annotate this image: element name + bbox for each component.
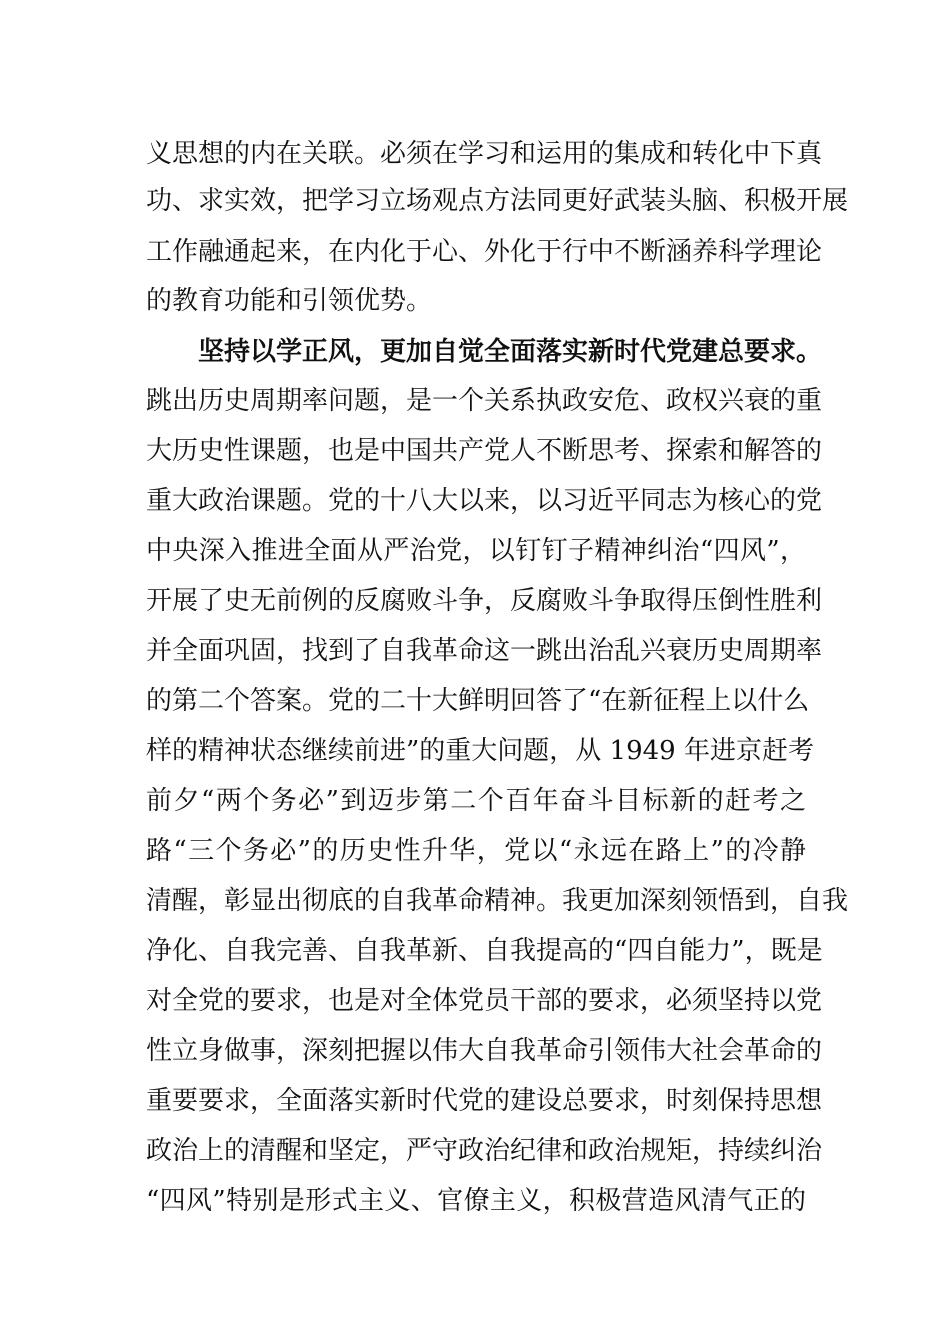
paragraph-2-line-16: 政治上的清醒和坚定，严守政治纪律和政治规矩，持续纠治 [146,1136,823,1166]
paragraph-2-line-17: “四风”特别是形式主义、官僚主义，积极营造风清气正的 [146,1186,806,1216]
paragraph-2-line-1: 跳出历史周期率问题，是一个关系执政安危、政权兴衰的重 [146,386,823,416]
paragraph-2-line-15: 重要要求，全面落实新时代党的建设总要求，时刻保持思想 [146,1086,823,1116]
section-heading: 坚持以学正风，更加自觉全面落实新时代党建总要求。 [198,337,823,367]
paragraph-2-line-5: 开展了史无前例的反腐败斗争，反腐败斗争取得压倒性胜利 [146,586,823,616]
paragraph-2-line-8: 样的精神状态继续前进”的重大问题，从 1949 年进京赶考 [146,736,814,766]
paragraph-1-line-4: 的教育功能和引领优势。 [146,286,433,316]
paragraph-2-line-7: 的第二个答案。党的二十大鲜明回答了“在新征程上以什么 [146,686,810,716]
paragraph-2-line-4: 中央深入推进全面从严治党，以钉钉子精神纠治“四风”， [146,536,806,566]
paragraph-1-line-2: 功、求实效，把学习立场观点方法同更好武装头脑、积极开展 [146,186,849,216]
paragraph-2-line-10: 路“三个务必”的历史性升华，党以“永远在路上”的冷静 [146,836,806,866]
paragraph-1-line-3: 工作融通起来，在内化于心、外化于行中不断涵养科学理论 [146,237,823,267]
paragraph-2-line-6: 并全面巩固，找到了自我革命这一跳出治乱兴衰历史周期率 [146,636,823,666]
paragraph-2-line-2: 大历史性课题，也是中国共产党人不断思考、探索和解答的 [146,436,823,466]
paragraph-2-line-13: 对全党的要求，也是对全体党员干部的要求，必须坚持以党 [146,986,823,1016]
paragraph-1-line-1: 义思想的内在关联。必须在学习和运用的集成和转化中下真 [146,139,823,169]
paragraph-2-line-11: 清醒，彰显出彻底的自我革命精神。我更加深刻领悟到，自我 [146,886,849,916]
paragraph-2-line-14: 性立身做事，深刻把握以伟大自我革命引领伟大社会革命的 [146,1036,823,1066]
paragraph-2-line-12: 净化、自我完善、自我革新、自我提高的“四自能力”，既是 [146,936,823,966]
paragraph-2-line-9: 前夕“两个务必”到迈步第二个百年奋斗目标新的赶考之 [146,786,806,816]
paragraph-2-line-3: 重大政治课题。党的十八大以来，以习近平同志为核心的党 [146,486,823,516]
